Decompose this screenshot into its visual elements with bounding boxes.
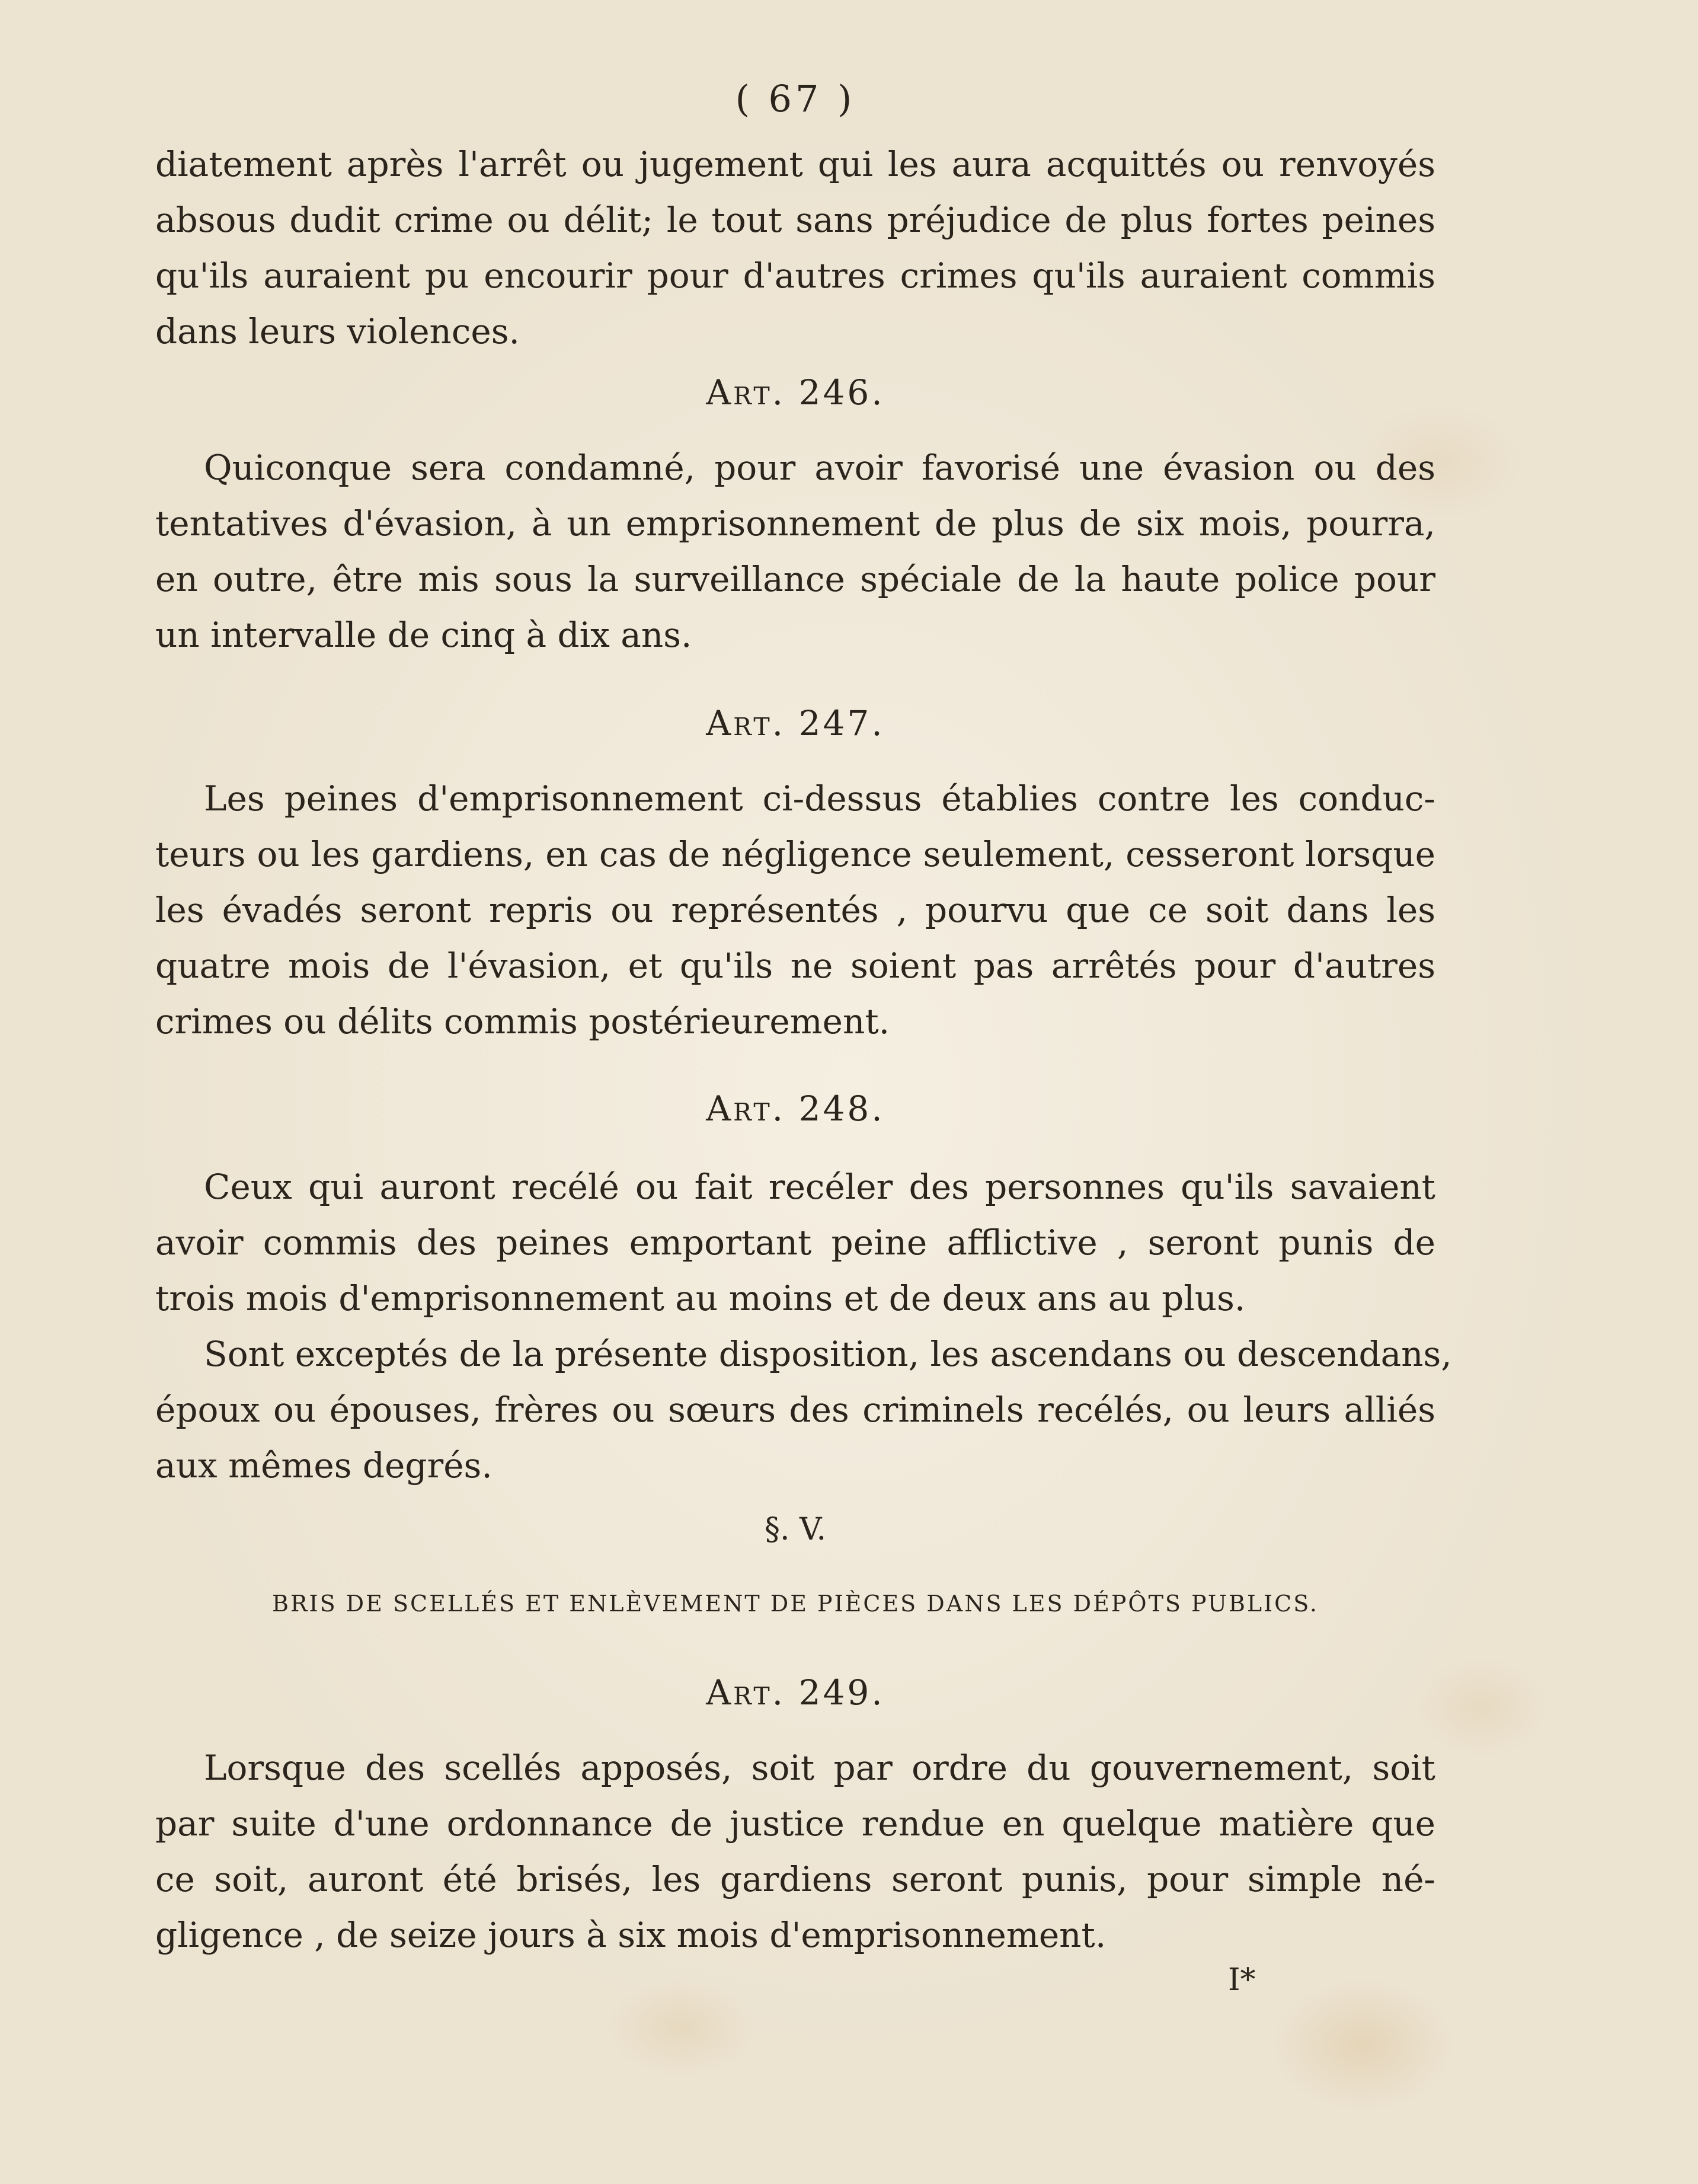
document-page <box>155 0 1452 2184</box>
article-number: 247. <box>798 703 885 743</box>
intro-paragraph <box>155 136 1435 359</box>
section-mark: §. V. <box>764 1512 827 1547</box>
text-line: aux mêmes degrés. <box>155 1445 493 1486</box>
text-line: crimes ou délits commis postérieurement. <box>155 1001 890 1042</box>
text-line: Lorsque des scellés apposés, soit par ordre du gouvernement, soit <box>204 1748 1435 1788</box>
text-line: trois mois d'emprisonnement au moins et de deux ans au plus. <box>155 1278 1246 1318</box>
article-prefix: Art. <box>706 1088 786 1129</box>
text-line: qu'ils auraient pu encourir pour d'autres crimes qu'ils auraient commis <box>155 256 1435 296</box>
article-heading-249 <box>155 1669 1435 1716</box>
text-line: en outre, être mis sous la surveillance spéciale de la haute police pour <box>155 559 1435 599</box>
article-body-246 <box>155 440 1435 663</box>
text-line: Ceux qui auront recélé ou fait recéler des personnes qu'ils savaient <box>204 1167 1435 1207</box>
article-body-249 <box>155 1740 1435 1963</box>
text-line: gligence , de seize jours à six mois d'emprisonnement. <box>155 1915 1107 1955</box>
article-body-247 <box>155 771 1435 1049</box>
text-line: quatre mois de l'évasion, et qu'ils ne soient pas arrêtés pour d'autres <box>155 946 1435 986</box>
article-number: 249. <box>798 1672 885 1713</box>
article-prefix: Art. <box>706 703 786 743</box>
text-line: époux ou épouses, frères ou sœurs des criminels recélés, ou leurs alliés <box>155 1390 1435 1430</box>
text-line: par suite d'une ordonnance de justice rendue en quelque matière que <box>155 1803 1435 1844</box>
article-body-248 <box>155 1159 1452 1493</box>
signature-mark: I* <box>1228 1962 1256 1998</box>
article-heading-248 <box>155 1085 1435 1132</box>
text-line: teurs ou les gardiens, en cas de négligence seulement, cesseront lorsque <box>155 834 1435 874</box>
text-line: Les peines d'emprisonnement ci-dessus établies contre les conduc- <box>204 778 1435 819</box>
text-line: absous dudit crime ou délit; le tout sans préjudice de plus fortes peines <box>155 200 1435 240</box>
article-heading-247 <box>155 700 1435 747</box>
article-prefix: Art. <box>706 372 786 413</box>
article-prefix: Art. <box>706 1672 786 1713</box>
text-line: tentatives d'évasion, à un emprisonnement de plus de six mois, pourra, <box>155 503 1435 544</box>
text-line: Sont exceptés de la présente disposition, les ascendans ou descendans, <box>204 1334 1452 1374</box>
text-line: dans leurs violences. <box>155 311 520 352</box>
text-line: un intervalle de cinq à dix ans. <box>155 615 692 655</box>
article-heading-246 <box>155 369 1435 416</box>
article-number: 246. <box>798 372 885 413</box>
text-line: les évadés seront repris ou représentés , pourvu que ce soit dans les <box>155 890 1435 930</box>
text-line: avoir commis des peines emportant peine afflictive , seront punis de <box>155 1222 1435 1263</box>
text-line: ce soit, auront été brisés, les gardiens seront punis, pour simple né- <box>155 1859 1435 1899</box>
article-number: 248. <box>798 1088 885 1129</box>
text-line: Quiconque sera condamné, pour avoir favorisé une évasion ou des <box>204 448 1435 488</box>
section-title: BRIS DE SCELLÉS ET ENLÈVEMENT DE PIÈCES DANS LES DÉPÔTS PUBLICS. <box>272 1591 1319 1617</box>
page-number: ( 67 ) <box>735 77 856 120</box>
text-line: diatement après l'arrêt ou jugement qui les aura acquittés ou renvoyés <box>155 144 1435 184</box>
